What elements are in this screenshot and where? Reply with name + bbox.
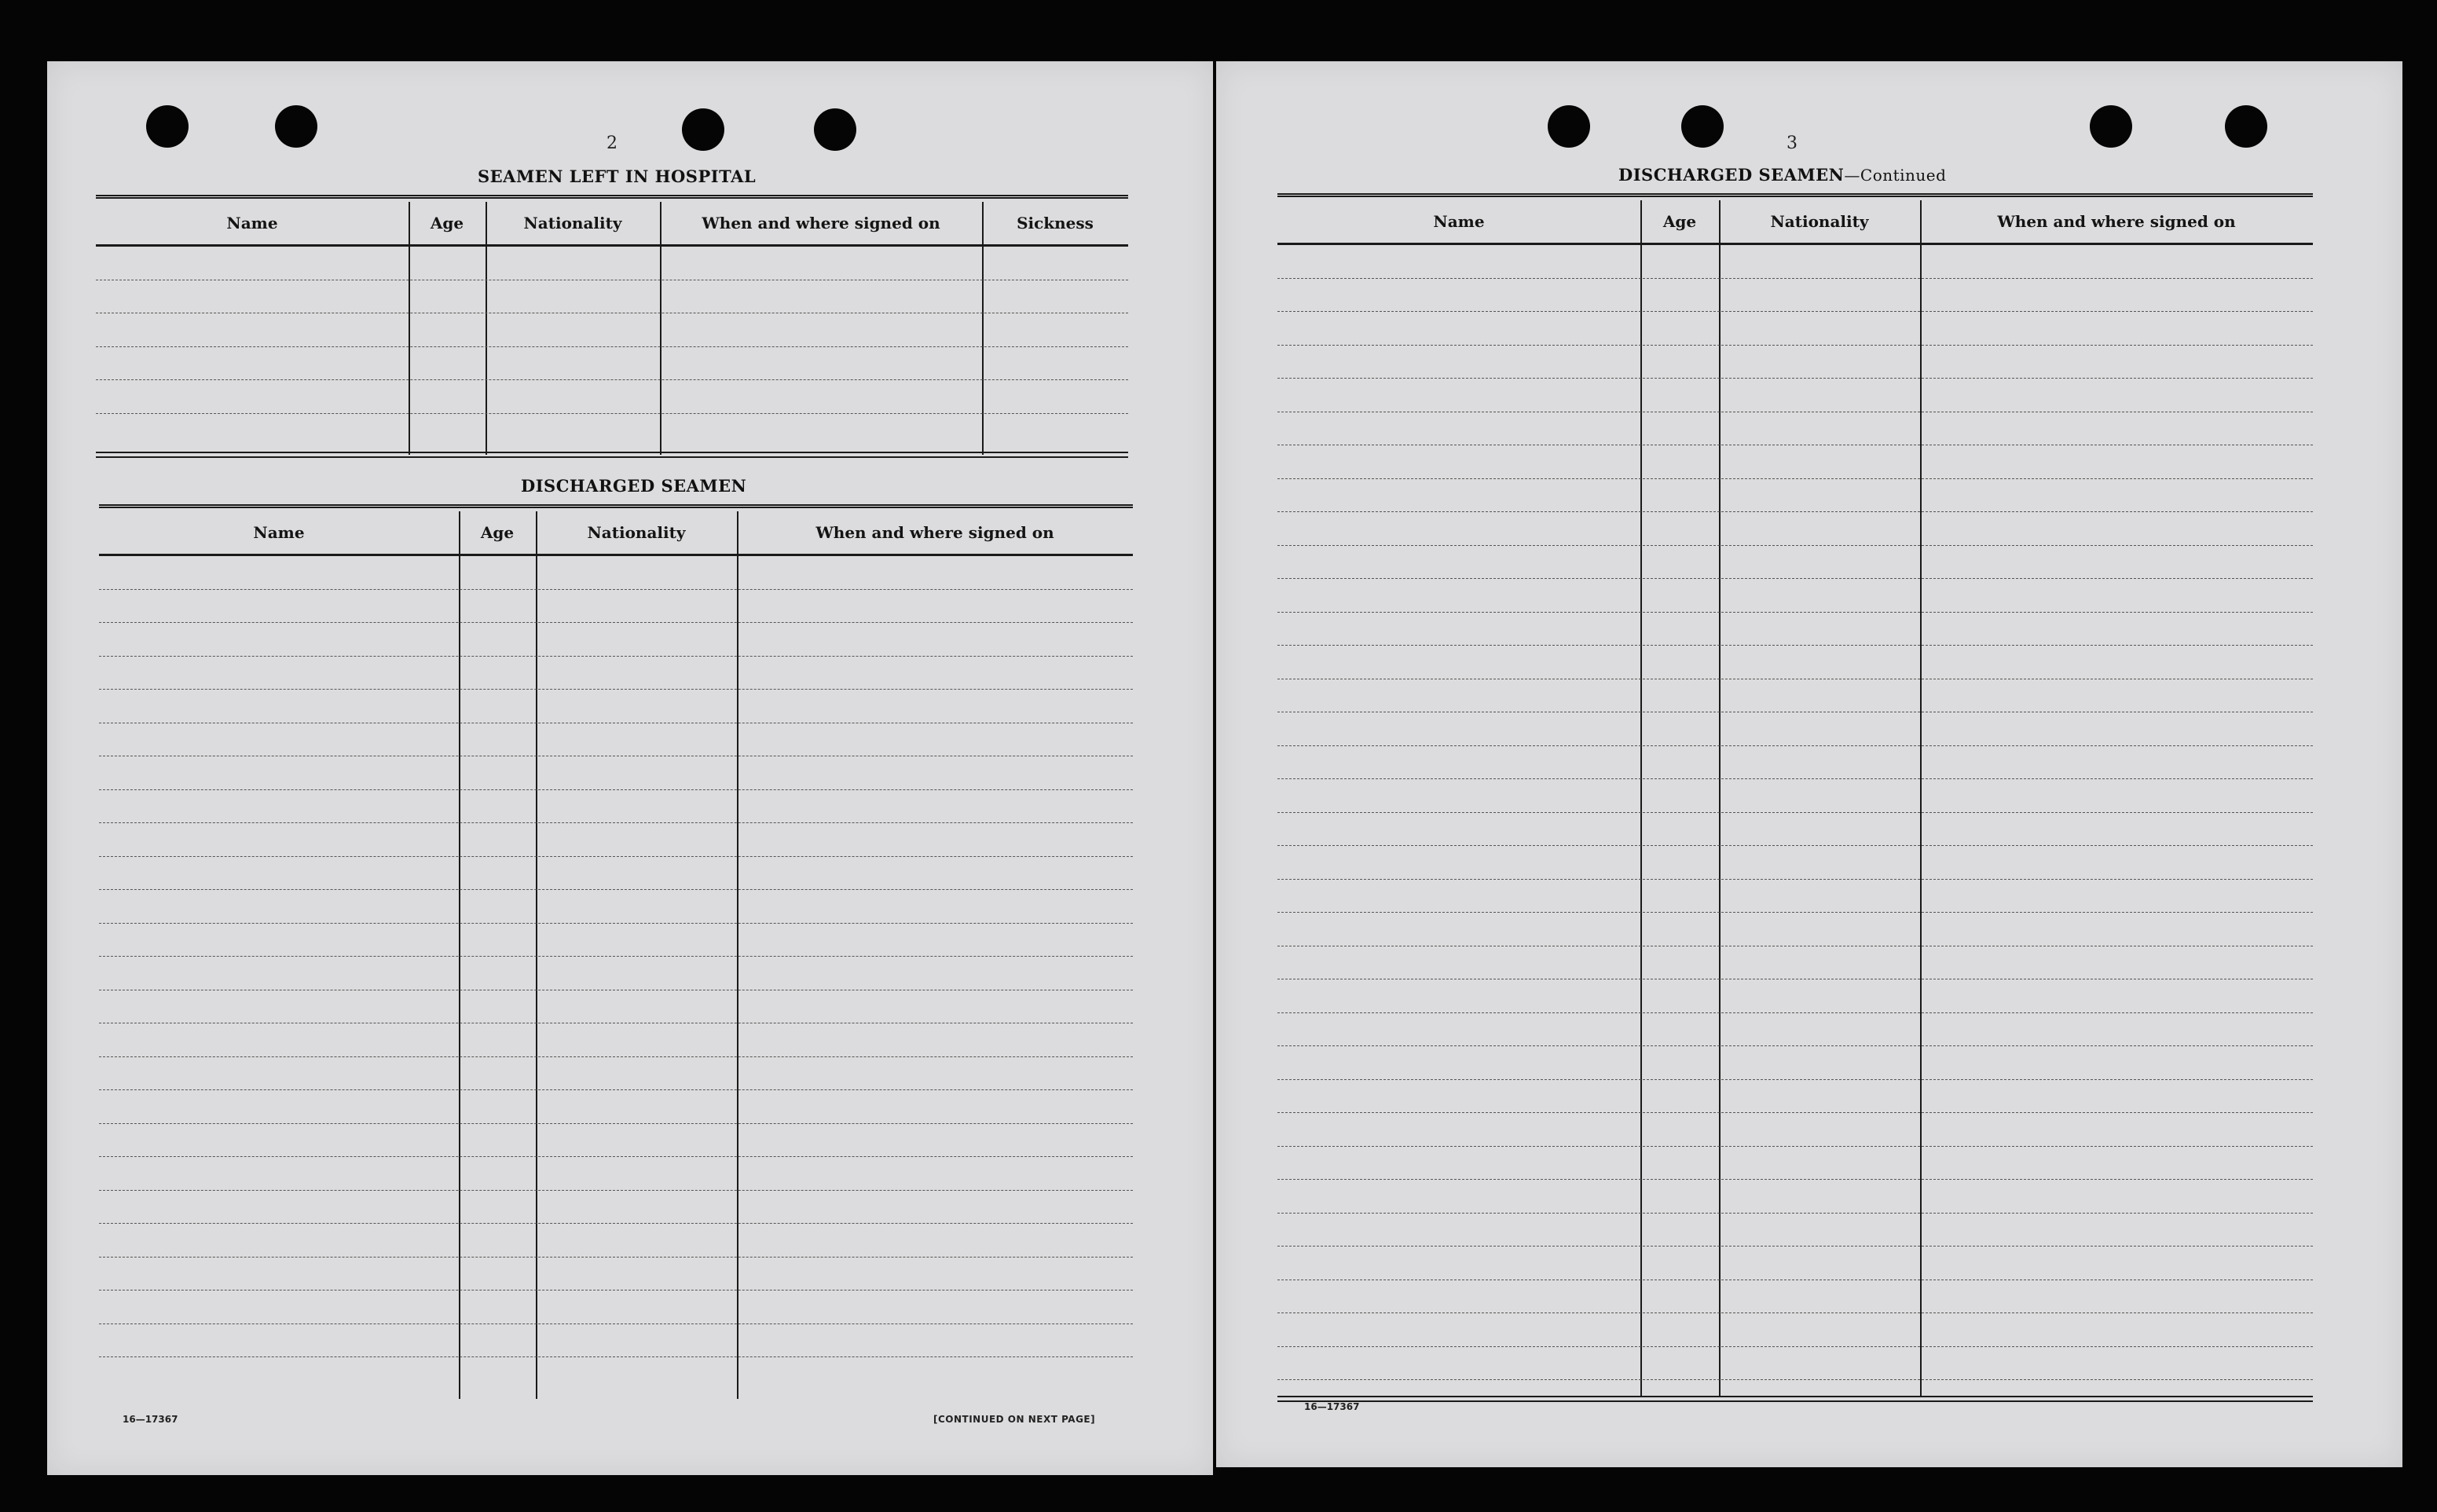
table-row: [1277, 1280, 2313, 1314]
table-row: [99, 1157, 1133, 1191]
table-row: [1277, 846, 2313, 880]
table-row: [99, 1057, 1133, 1091]
punch-hole: [275, 105, 317, 148]
table-row: [99, 1291, 1133, 1324]
col-age-header: Age: [1662, 212, 1697, 231]
col-name-header: Name: [253, 523, 305, 542]
discharged-section-title: DISCHARGED SEAMEN: [521, 476, 747, 496]
hospital-table-header: [96, 202, 1128, 247]
table-row: [1277, 445, 2313, 479]
discharged-table-rows: [99, 556, 1133, 1391]
table-row: [96, 414, 1128, 448]
table-row: [99, 1090, 1133, 1124]
right-page: [1216, 61, 2402, 1467]
page-number: 2: [607, 134, 617, 153]
col-signed-on-header: When and where signed on: [702, 214, 940, 232]
page-number: 3: [1787, 134, 1798, 153]
form-number: 16—17367: [123, 1414, 178, 1425]
col-signed-on-header: When and where signed on: [815, 523, 1054, 542]
table-row: [99, 690, 1133, 723]
table-row: [99, 790, 1133, 824]
discharged-continued-table-header: [1277, 200, 2313, 245]
table-row: [1277, 1147, 2313, 1181]
table-row: [1277, 1080, 2313, 1114]
table-row: [99, 1023, 1133, 1057]
table-row: [1277, 279, 2313, 313]
table-row: [96, 280, 1128, 314]
table-bottom-rule: [96, 452, 1128, 458]
table-row: [99, 1191, 1133, 1225]
hospital-table-rows: [96, 247, 1128, 447]
table-row: [1277, 546, 2313, 580]
table-row: [1277, 913, 2313, 946]
punch-hole: [2225, 105, 2267, 148]
table-row: [1277, 779, 2313, 813]
punch-hole: [146, 105, 189, 148]
discharged-table-header: [99, 511, 1133, 556]
table-row: [1277, 1046, 2313, 1080]
punch-hole: [1548, 105, 1590, 148]
table-row: [1277, 1313, 2313, 1347]
table-row: [99, 1357, 1133, 1391]
table-bottom-rule: [1277, 1396, 2313, 1402]
discharged-continued-title: [1618, 165, 1946, 185]
col-name-header: Name: [226, 214, 278, 232]
table-row: [1277, 1013, 2313, 1047]
table-row: [1277, 512, 2313, 546]
col-age-header: Age: [430, 214, 464, 232]
discharged-continued-table-rows: [1277, 245, 2313, 1414]
table-row: [1277, 979, 2313, 1013]
punch-hole: [814, 108, 856, 151]
continued-note: [CONTINUED ON NEXT PAGE]: [933, 1414, 1096, 1425]
table-row: [1277, 746, 2313, 780]
table-row: [1277, 1347, 2313, 1381]
table-row: [1277, 679, 2313, 713]
hospital-table: [96, 195, 1128, 519]
discharged-continued-suffix: —Continued: [1844, 166, 1947, 185]
table-row: [1277, 1180, 2313, 1214]
table-row: [99, 556, 1133, 590]
col-nationality-header: Nationality: [587, 523, 686, 542]
table-row: [1277, 1113, 2313, 1147]
table-row: [99, 1324, 1133, 1358]
table-row: [1277, 1247, 2313, 1280]
col-nationality-header: Nationality: [523, 214, 622, 232]
form-number: 16—17367: [1304, 1401, 1360, 1412]
table-row: [99, 990, 1133, 1024]
table-row: [99, 623, 1133, 657]
table-row: [99, 723, 1133, 757]
col-name-header: Name: [1433, 212, 1485, 231]
col-sickness-header: Sickness: [1017, 214, 1094, 232]
punch-hole: [1681, 105, 1724, 148]
table-row: [99, 957, 1133, 990]
table-row: [1277, 880, 2313, 913]
punch-hole: [682, 108, 724, 151]
table-row: [99, 1124, 1133, 1158]
table-row: [96, 247, 1128, 280]
table-row: [96, 380, 1128, 414]
col-signed-on-header: When and where signed on: [1997, 212, 2236, 231]
table-row: [99, 823, 1133, 857]
table-row: [1277, 946, 2313, 980]
table-row: [99, 756, 1133, 790]
table-row: [99, 657, 1133, 690]
table-row: [1277, 813, 2313, 847]
table-row: [1277, 712, 2313, 746]
left-page: [47, 61, 1213, 1475]
discharged-table: [99, 504, 1133, 1466]
col-nationality-header: Nationality: [1770, 212, 1869, 231]
table-row: [1277, 479, 2313, 513]
table-row: [1277, 245, 2313, 279]
table-row: [1277, 346, 2313, 379]
table-row: [1277, 412, 2313, 446]
table-row: [1277, 312, 2313, 346]
table-row: [99, 924, 1133, 957]
table-row: [96, 313, 1128, 347]
table-row: [99, 857, 1133, 891]
table-row: [1277, 579, 2313, 613]
discharged-continued-title-main: DISCHARGED SEAMEN: [1618, 165, 1845, 185]
table-row: [99, 590, 1133, 624]
table-row: [99, 890, 1133, 924]
hospital-section-title: SEAMEN LEFT IN HOSPITAL: [478, 167, 757, 186]
table-row: [1277, 646, 2313, 679]
col-age-header: Age: [480, 523, 515, 542]
table-row: [96, 347, 1128, 381]
discharged-continued-table: [1277, 193, 2313, 1411]
table-row: [1277, 613, 2313, 646]
punch-hole: [2090, 105, 2132, 148]
table-row: [1277, 1214, 2313, 1247]
table-row: [99, 1224, 1133, 1258]
table-row: [1277, 379, 2313, 412]
table-row: [99, 1258, 1133, 1291]
